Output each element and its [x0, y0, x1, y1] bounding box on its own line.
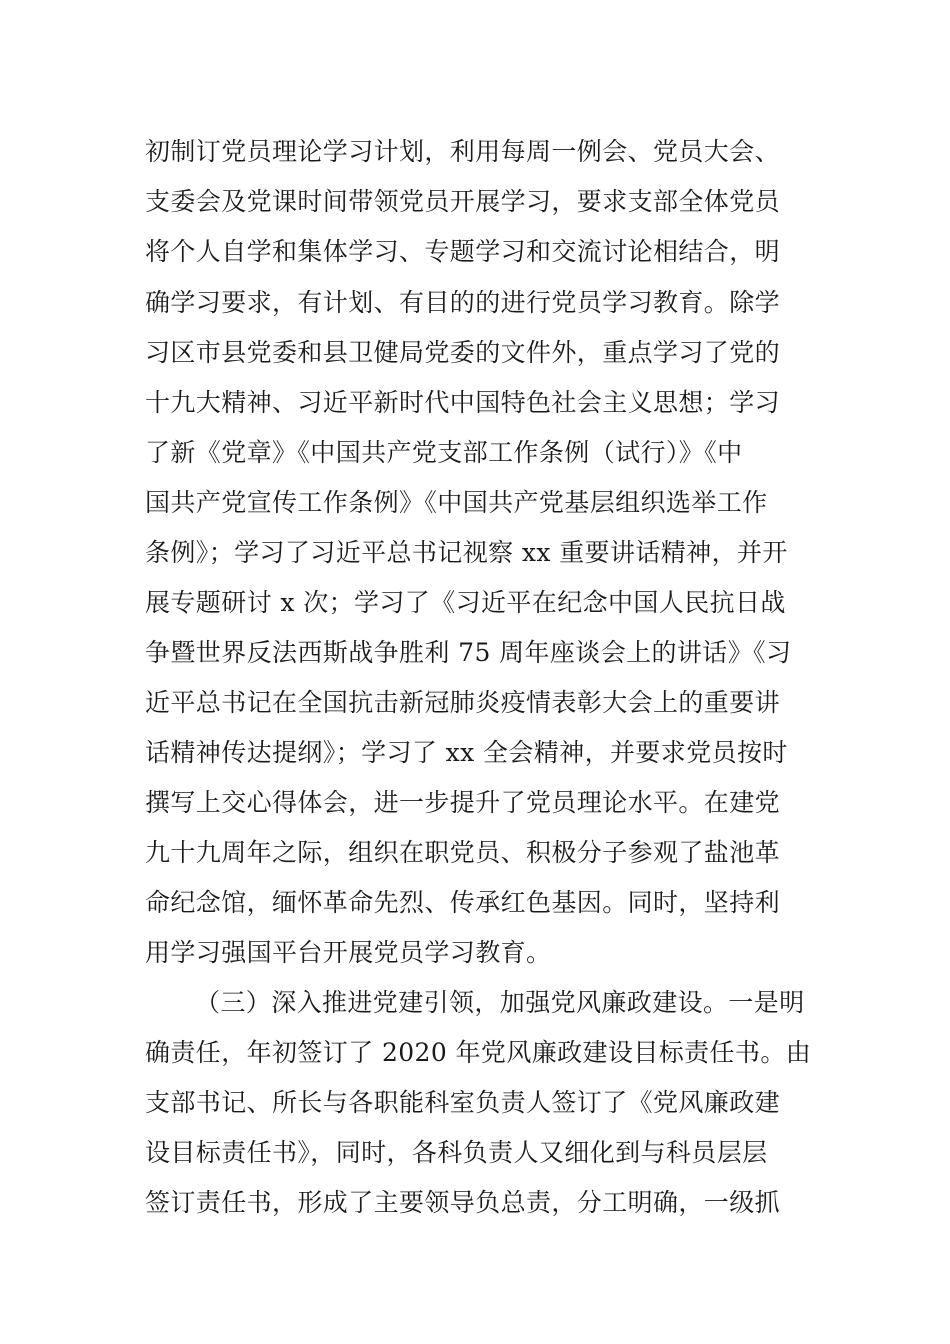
- text-line: 支部书记、所长与各职能科室负责人签订了《党风廉政建: [145, 1088, 781, 1117]
- text-line: 九十九周年之际，组织在职党员、积极分子参观了盐池革: [145, 838, 781, 867]
- text-line: 十九大精神、习近平新时代中国特色社会主义思想；学习: [145, 388, 781, 417]
- text-line: 支委会及党课时间带领党员开展学习，要求支部全体党员: [145, 187, 781, 216]
- text-line: 习区市县党委和县卫健局党委的文件外，重点学习了党的: [145, 338, 781, 367]
- section-heading-line: （三）深入推进党建引领，加强党风廉政建设。一是明: [195, 988, 805, 1017]
- text-line: 条例》；学习了习近平总书记视察 xx 重要讲话精神，并开: [145, 538, 788, 567]
- text-line: 争暨世界反法西斯战争胜利 75 周年座谈会上的讲话》《习: [145, 638, 792, 667]
- text-line: 设目标责任书》，同时，各科负责人又细化到与科员层层: [145, 1138, 768, 1167]
- text-line: 用学习强国平台开展党员学习教育。: [145, 938, 552, 967]
- text-line: 初制订党员理论学习计划，利用每周一例会、党员大会、: [145, 137, 781, 166]
- text-line: 近平总书记在全国抗击新冠肺炎疫情表彰大会上的重要讲: [145, 688, 781, 717]
- text-line: 话精神传达提纲》；学习了 xx 全会精神，并要求党员按时: [145, 738, 788, 767]
- text-line: 将个人自学和集体学习、专题学习和交流讨论相结合，明: [145, 237, 781, 266]
- text-line: 命纪念馆，缅怀革命先烈、传承红色基因。同时，坚持利: [145, 888, 781, 917]
- text-line: 确学习要求，有计划、有目的的进行党员学习教育。除学: [145, 288, 781, 317]
- text-line: 了新《党章》《中国共产党支部工作条例（试行）》《中: [145, 438, 743, 467]
- text-line: 确责任，年初签订了 2020 年党风廉政建设目标责任书。由: [145, 1038, 812, 1067]
- text-line: 国共产党宣传工作条例》《中国共产党基层组织选举工作: [145, 488, 768, 517]
- text-line: 签订责任书，形成了主要领导负总责，分工明确，一级抓: [145, 1188, 781, 1217]
- text-line: 撰写上交心得体会，进一步提升了党员理论水平。在建党: [145, 788, 781, 817]
- text-line: 展专题研讨 x 次；学习了《习近平在纪念中国人民抗日战: [145, 588, 786, 617]
